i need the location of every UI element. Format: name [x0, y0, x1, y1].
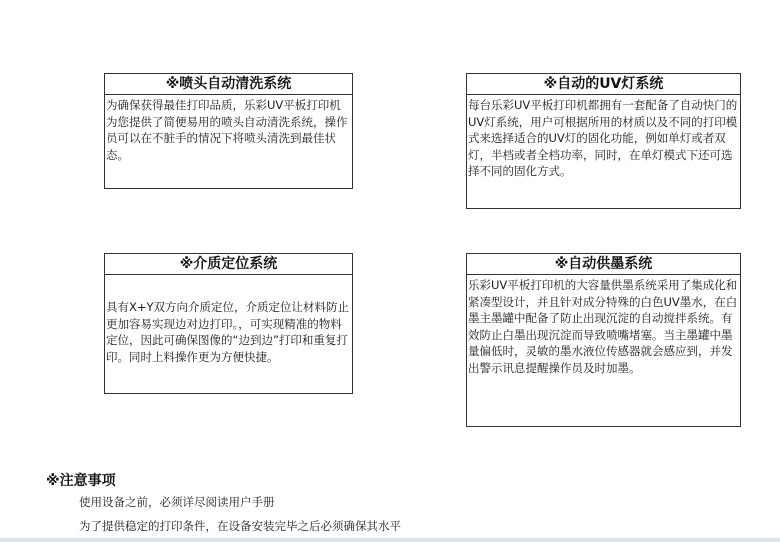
ink-supply-title: ※自动供墨系统	[467, 254, 740, 275]
uv-lamp-title: ※自动的UV灯系统	[467, 74, 740, 95]
bottom-divider	[0, 538, 780, 542]
media-positioning-box	[104, 253, 353, 394]
note-item: 使用设备之前，必须详尽阅读用户手册	[79, 495, 275, 509]
ink-supply-box	[466, 253, 741, 427]
nozzle-cleaning-title: ※喷头自动清洗系统	[105, 74, 352, 95]
media-positioning-text: 具有X+Y双方向介质定位，介质定位让材料防止更加容易实现边对边打印。，可实现精准的物料定位，因此可确保图像的“边到边”打印和重复打印。同时上料操作更为方便快捷。	[106, 300, 350, 364]
uv-lamp-text: 每台乐彩UV平板打印机都拥有一套配备了自动快门的UV灯系统，用户可根据所用的材质以及不同的打印模式来选择适合的UV灯的固化功能，例如单灯或者双灯，半档或者全档功率，同时，在单灯模式下还可选择不同的固化方式。	[468, 98, 738, 178]
notes-heading: ※注意事项	[46, 473, 116, 489]
ink-supply-text: 乐彩UV平板打印机的大容量供墨系统采用了集成化和紧凑型设计，并且针对成分特殊的白色UV墨水，在白墨主墨罐中配备了防止出现沉淀的自动搅拌系统。有效防止白墨出现沉淀而导致喷嘴堵塞。当主墨罐中墨量偏低时，灵敏的墨水液位传感器就会感应到，并发出警示讯息提醒操作员及时加墨。	[468, 278, 738, 375]
note-item: 为了提供稳定的打印条件，在设备安装完毕之后必须确保其水平	[79, 519, 401, 533]
media-positioning-title: ※介质定位系统	[105, 254, 352, 275]
uv-lamp-box	[466, 73, 741, 209]
nozzle-cleaning-box	[104, 73, 353, 189]
nozzle-cleaning-text: 为确保获得最佳打印品质，乐彩UV平板打印机为您提供了简便易用的喷头自动清洗系统，操作员可以在不脏手的情况下将喷头清洗到最佳状态。	[106, 98, 348, 162]
